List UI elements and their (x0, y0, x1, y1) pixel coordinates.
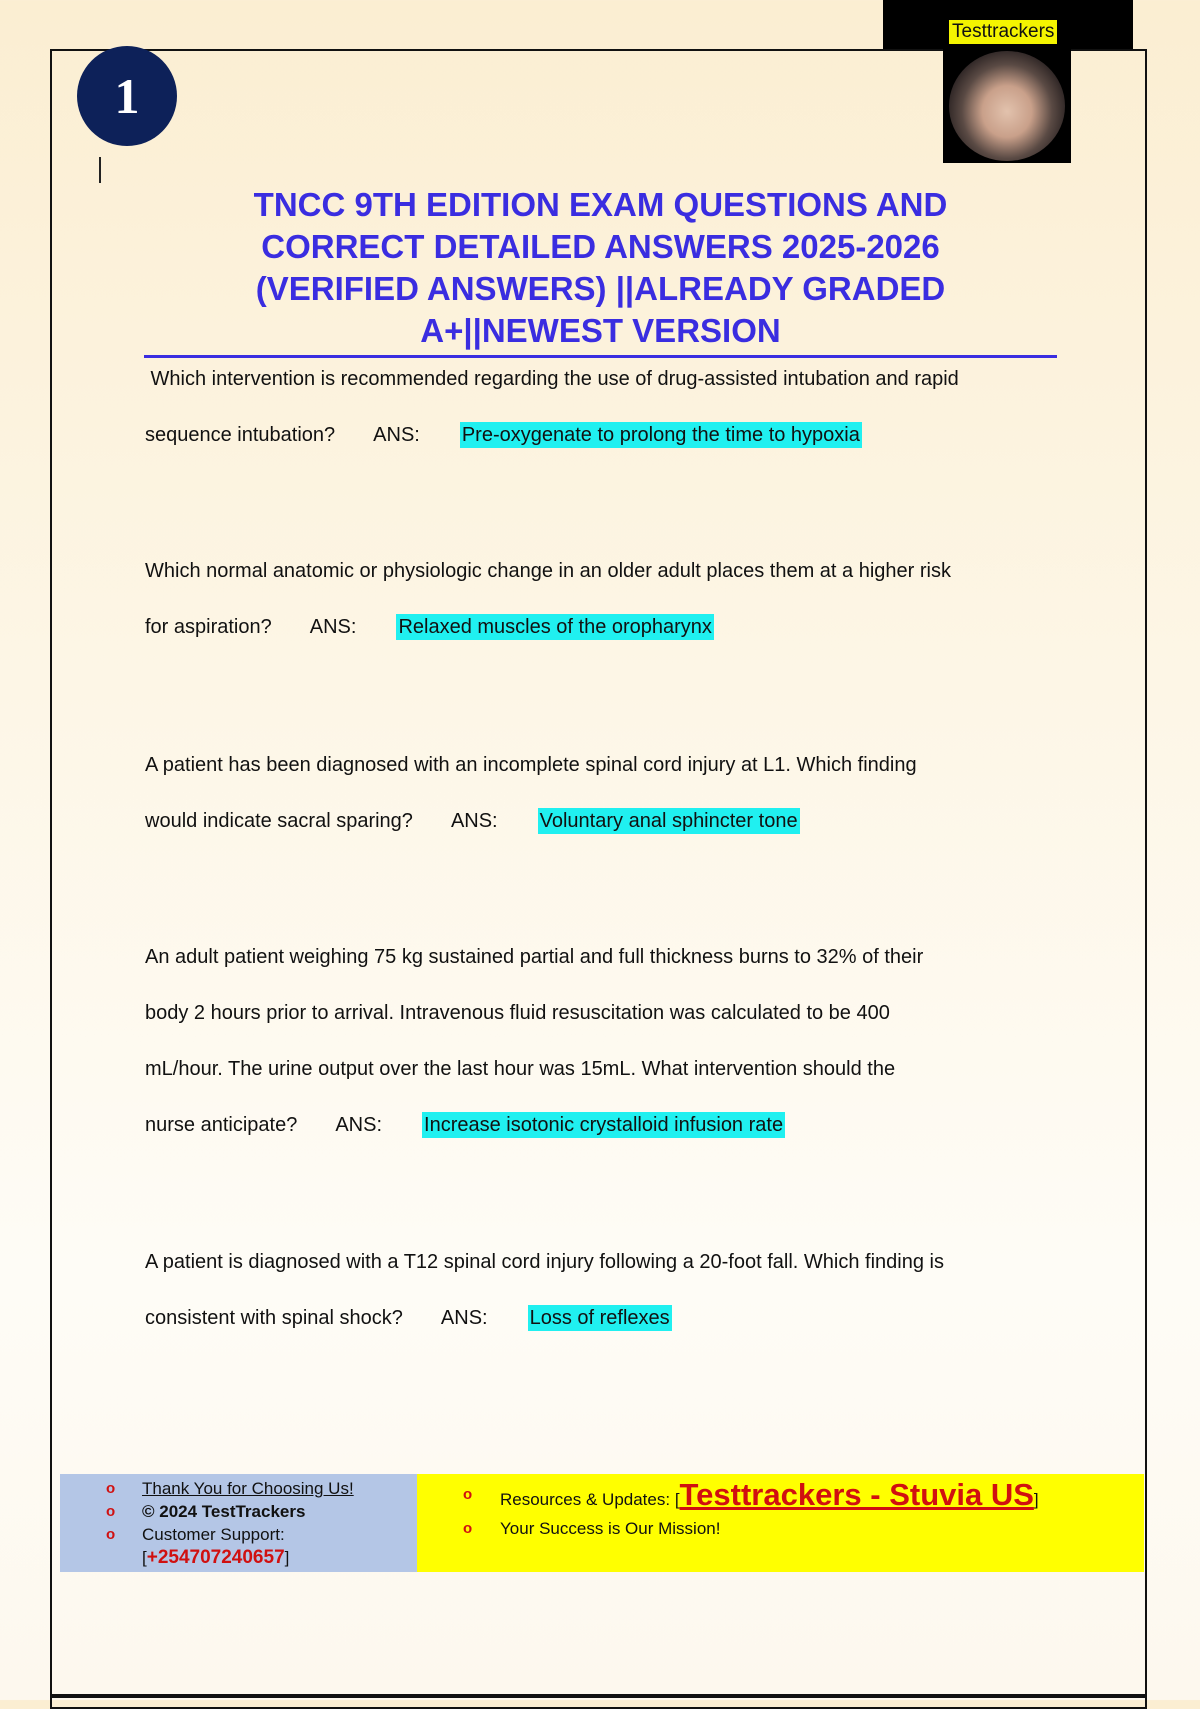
question-text: would indicate sacral sparing? (145, 810, 413, 832)
ans-label: ANS: (335, 1114, 383, 1136)
question-text: for aspiration? (145, 616, 272, 638)
page-number-badge: 1 (77, 46, 177, 146)
brand-label: Testtrackers (949, 20, 1057, 44)
footer-item (417, 1517, 1144, 1540)
avatar-portrait-image (949, 51, 1065, 161)
page-bottom-edge (52, 1694, 1147, 1698)
title-line: A+||NEWEST VERSION (420, 312, 781, 349)
answer-highlight: Pre-oxygenate to prolong the time to hypoxia (461, 424, 860, 446)
question-text: A patient is diagnosed with a T12 spinal cord injury following a 20-foot fall. Which finding is (145, 1251, 944, 1273)
title-line: (VERIFIED ANSWERS) ||ALREADY GRADED (255, 270, 946, 307)
question-2 (145, 556, 951, 668)
footer-contact-panel (60, 1474, 417, 1572)
answer-highlight: Loss of reflexes (529, 1307, 670, 1329)
resources-label: Resources & Updates: (500, 1490, 671, 1509)
mission-text: Your Success is Our Mission! (500, 1519, 721, 1538)
support-phone-link[interactable]: +254707240657 (146, 1547, 285, 1568)
footer-item (60, 1500, 417, 1523)
title-line: CORRECT DETAILED ANSWERS 2025-2026 (261, 228, 940, 265)
ans-label: ANS: (450, 810, 498, 832)
question-text: A patient has been diagnosed with an incomplete spinal cord injury at L1. Which finding (145, 754, 917, 776)
question-3 (145, 750, 917, 862)
question-4 (145, 942, 923, 1166)
avatar (943, 49, 1071, 163)
question-1 (145, 364, 959, 476)
answer-highlight: Increase isotonic crystalloid infusion rate (424, 1114, 784, 1136)
ans-label: ANS: (309, 616, 357, 638)
footer-item: o Resources & Updates: [Testtrackers - Stuvia US] (417, 1478, 1144, 1517)
footer-item (60, 1477, 417, 1500)
document-title (144, 184, 1057, 352)
question-5 (145, 1247, 944, 1359)
question-text: mL/hour. The urine output over the last hour was 15mL. What intervention should the (145, 1058, 896, 1080)
ans-label: ANS: (373, 424, 420, 446)
title-line: TNCC 9TH EDITION EXAM QUESTIONS AND (253, 186, 948, 223)
copyright-text: © 2024 TestTrackers (142, 1502, 306, 1521)
footer-item: o Customer Support: [+254707240657] (60, 1523, 417, 1569)
question-text: body 2 hours prior to arrival. Intravenous fluid resuscitation was calculated to be 400 (145, 1002, 890, 1024)
text-cursor (99, 157, 101, 183)
answer-highlight: Voluntary anal sphincter tone (539, 810, 798, 832)
title-divider (144, 355, 1057, 358)
question-text: Which intervention is recommended regarding the use of drug-assisted intubation and rapid (145, 368, 959, 390)
resources-link[interactable]: Testtrackers - Stuvia US (679, 1477, 1034, 1512)
question-text: An adult patient weighing 75 kg sustained partial and full thickness burns to 32% of their (145, 946, 924, 968)
footer-resources-panel (417, 1474, 1144, 1572)
question-text: Which normal anatomic or physiologic change in an older adult places them at a higher risk (145, 560, 951, 582)
support-label: Customer Support: (142, 1525, 285, 1544)
ans-label: ANS: (440, 1307, 488, 1329)
question-text: sequence intubation? (145, 424, 336, 446)
thank-you-text: Thank You for Choosing Us! (142, 1479, 354, 1498)
question-text: nurse anticipate? (145, 1114, 298, 1136)
question-text: consistent with spinal shock? (145, 1307, 403, 1329)
answer-highlight: Relaxed muscles of the oropharynx (398, 616, 712, 638)
